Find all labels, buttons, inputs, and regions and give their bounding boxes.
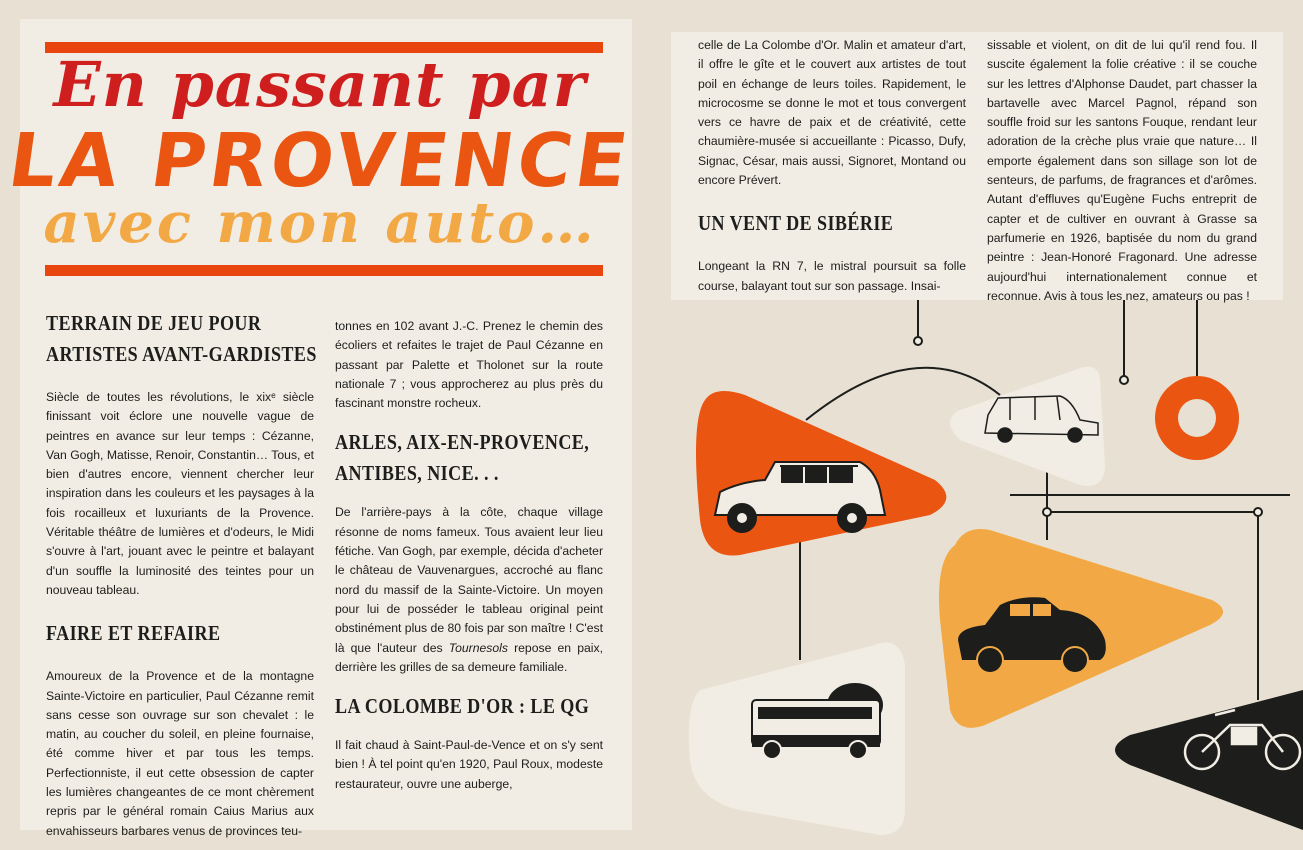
title-line-2: LA PROVENCE [3,118,637,204]
heading-arles-a: ARLES, AIX-EN-PROVENCE, [335,430,590,455]
paragraph-terrain: Siècle de toutes les révolutions, le xixᵉ siècle finissant voit éclore une nouvelle vague de peintres en avance sur leur temps : Cézanne, Van Gogh, Matisse, Renoir, Constantin… Tous, et bien d'autres encore, viennent chercher leur inspiration dans les couleurs et les paysages à la fois rocailleux et luxuriants de la Provence. Véritable théâtre de lumières et d'odeurs, le Midi s'ouvre à l'art, jouant avec le peintre et balayant d'un souffle la luminosité des teintes pour un nouveau tableau. [46,390,314,597]
hanger-knot [1043,508,1051,516]
heading-terrain-b: ARTISTES AVANT-GARDISTES [46,342,317,366]
heading-vent: UN VENT DE SIBÉRIE [698,211,894,236]
cream-triangle-top [950,367,1105,486]
hanger-knot [1120,376,1128,384]
paragraph-tonnes: tonnes en 102 avant J.-C. Prenez le chemin des écoliers et refaites le trajet de Paul Cézanne en passant par Palette et Tholonet sur la route nationale 7 ; vous approcherez au plus près du fascinant monstre rocheux. [335,319,603,411]
paragraph-colombe-cont: celle de La Colombe d'Or. Malin et amateur d'art, il offre le gîte et le couvert aux artistes de tout poil en échange de leurs toiles. Rapidement, le microcosme se donne le mot et tous convergent vers ce havre de paix et de créativité, cette chaumière-musée si accueillante : Picasso, Dufy, Signac, César, mais aussi, Signoret, Montand ou encore Prévert. [698,38,966,188]
paragraph-sissable: sissable et violent, on dit de lui qu'il rend fou. Il suscite également la folie créative : il se couche sur les lettres d'Alphonse Daudet, part chasser la bartavelle avec Marcel Pagnol, répand son souffle froid sur les santons Fouque, rendant leur adoration de la crèche plus vraie que nature… Il emporte également dans son sillage son lot de senteurs, de parfums, de fragrances et d'arômes. Autant d'effluves qu'Eugène Fuchs entreprit de capter et de cultiver en ouvrant à Grasse sa parfumerie en 1926, baptisée du nom du grand peintre : Jean-Honoré Fragonard. Une adresse aujourd'hui internationalement connue et reconnue. Avis à tous les nez, amateurs ou pas ! [987,38,1257,303]
hanger-knot [1254,508,1262,516]
heading-faire: FAIRE ET REFAIRE [46,621,221,646]
heading-terrain-a: TERRAIN DE JEU POUR [46,311,262,335]
paragraph-arles-b: repose en paix, derrière les grilles de sa demeure familiale. [335,640,603,674]
hanger-knot [914,337,922,345]
title-line-3: avec mon auto… [43,190,597,256]
heading-arles-b: ANTIBES, NICE. . . [335,461,499,486]
paragraph-colombe: Il fait chaud à Saint-Paul-de-Vence et on s'y sent bien ! À tel point qu'en 1920, Paul Roux, modeste restaurateur, ouvre une auberge, [335,738,603,791]
black-triangle [1115,690,1303,830]
title-line-1: En passant par [53,48,587,121]
paragraph-vent: Longeant la RN 7, le mistral poursuit sa folle course, balayant tout sur son passage. Insai- [698,259,966,293]
paragraph-arles-a: De l'arrière-pays à la côte, chaque village résonne de noms fameux. Tous avaient leur lieu fétiche. Van Gogh, par exemple, décida d'acheter le château de Vauvenargues, accroché au flanc nord du massif de la Sainte-Victoire. Un moyen pour lui de posséder le tableau original peint obstinément plus de 80 fois par son maître ! C'est là que l'auteur des [335,505,603,655]
tournesols-italic: Tournesols [448,640,508,655]
paragraph-faire: Amoureux de la Provence et de la montagne Sainte-Victoire en particulier, Paul Cézanne remit sans cesse son ouvrage sur son chevalet : le matin, au coucher du soleil, en pleine fournaise, été comme hiver et par tous les temps. Perfectionniste, il eut cette obsession de capter les lumières changeantes de ce mont chèrement repris par le général romain Caius Marius aux envahisseurs barbares venus de provinces teu- [46,669,314,838]
orange-ring-hole [1178,399,1216,437]
heading-colombe: LA COLOMBE D'OR : LE QG [335,694,590,719]
